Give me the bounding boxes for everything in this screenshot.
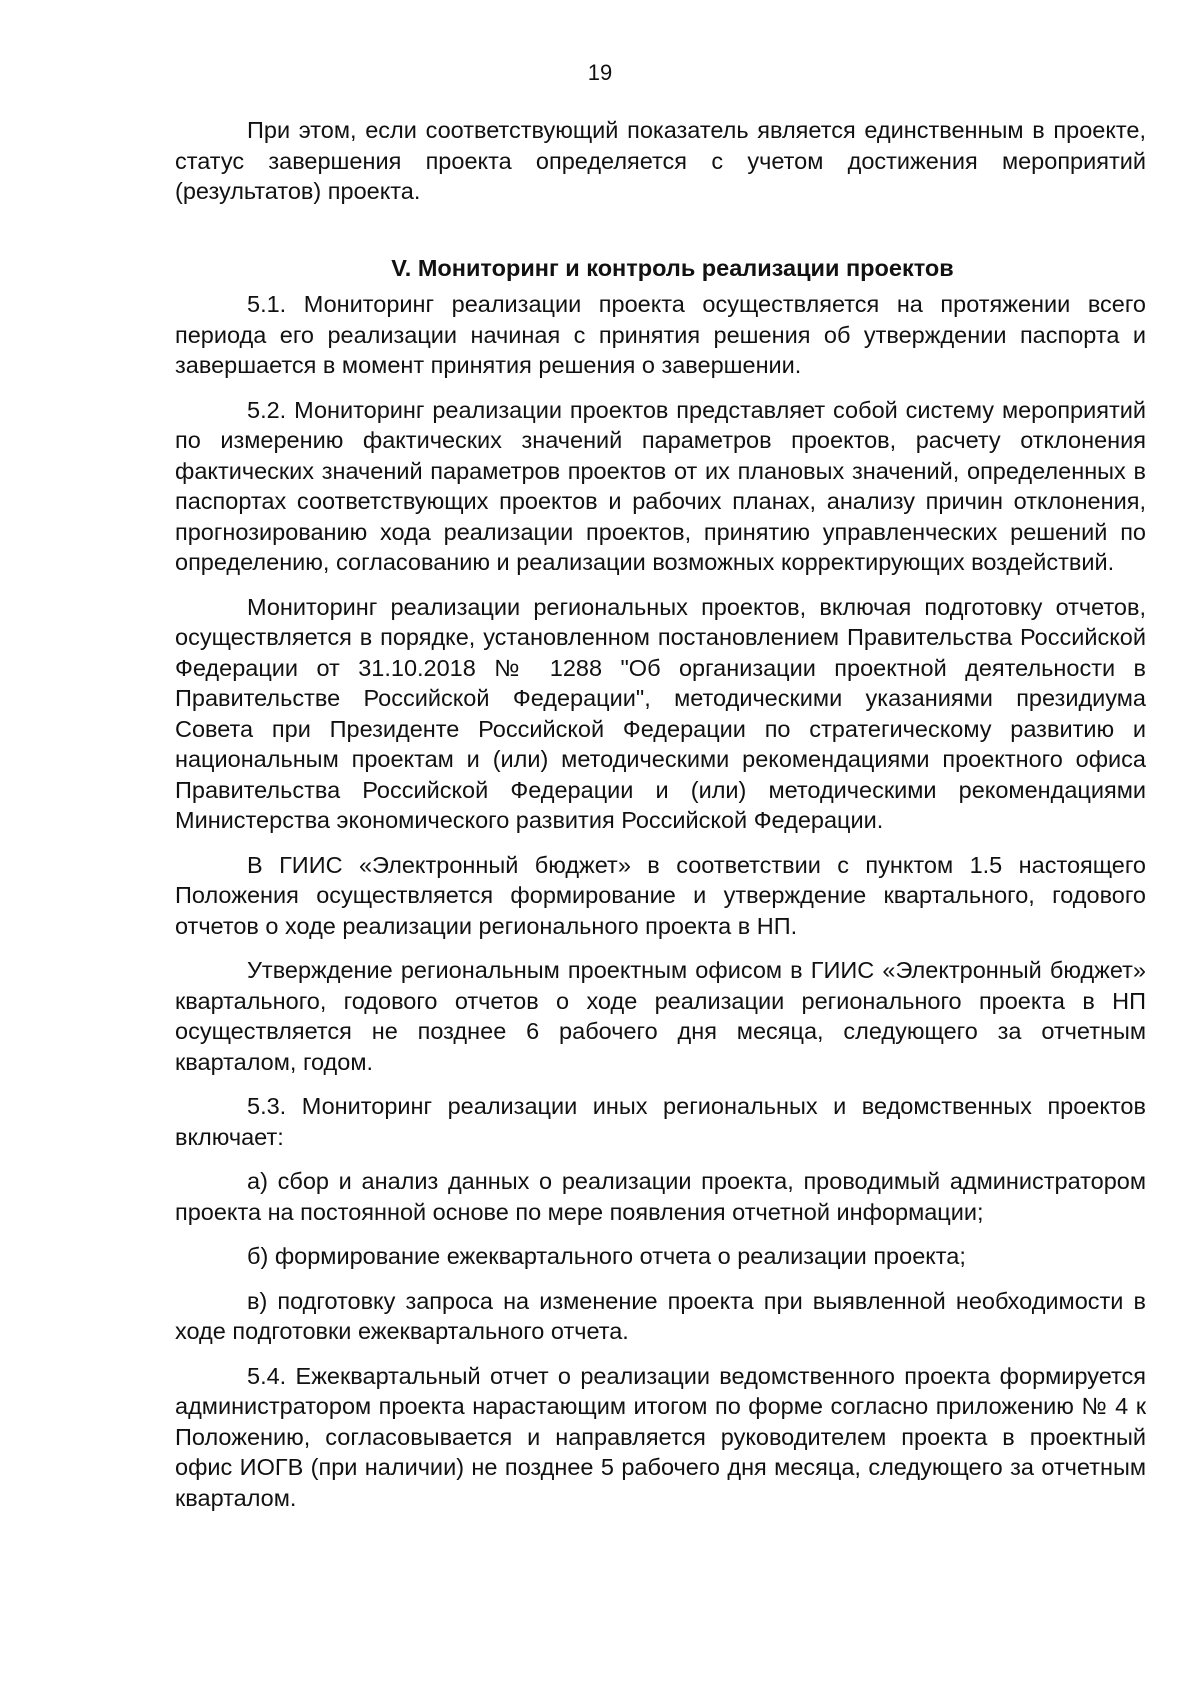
paragraph-5-4: 5.4. Ежеквартальный отчет о реализации ведомственного проекта формируется администратором проекта нарастающим итогом по форме согласно приложению № 4 к Положению, согласовывается и направляется руководителем проекта в проектный офис ИОГВ (при наличии) не позднее 5 рабочего дня месяца, следующего за отчетным кварталом. — [175, 1362, 1146, 1511]
page-number: 19 — [587, 60, 613, 85]
intro-paragraph: При этом, если соответствующий показатель является единственным в проекте, статус завершения проекта определяется с учетом достижения мероприятий (результатов) проекта. — [175, 117, 1146, 204]
section-title: V. Мониторинг и контроль реализации проектов — [391, 254, 954, 281]
list-item-b: б) формирование ежеквартального отчета о реализации проекта; — [247, 1243, 966, 1269]
paragraph-report-approval: Утверждение региональным проектным офисом в ГИИС «Электронный бюджет» квартального, годового отчетов о ходе реализации регионального проекта в НП осуществляется не позднее 6 рабочего дня месяца, следующего за отчетным кварталом, годом. — [175, 957, 1146, 1075]
paragraph-regional-monitoring: Мониторинг реализации региональных проектов, включая подготовку отчетов, осуществляется в порядке, установленном постановлением Правительства Российской Федерации от 31.10.2018 № 1288 "Об организации проектной деятельности в Правительстве Российской Федерации", методическими указаниями президиума Совета при Президенте Российской Федерации по стратегическому развитию и национальным проектам и (или) методическими рекомендациями проектного офиса Правительства Российской Федерации и (или) методическими рекомендациями Министерства экономического развития Российской Федерации. — [175, 593, 1146, 833]
paragraph-5-2: 5.2. Мониторинг реализации проектов представляет собой систему мероприятий по измерению фактических значений параметров проектов, расчету отклонения фактических значений параметров проектов от их плановых значений, определенных в паспортах соответствующих проектов и рабочих планах, анализу причин отклонения, прогнозированию хода реализации проектов, принятию управленческих решений по определению, согласованию и реализации возможных корректирующих воздействий. — [175, 396, 1146, 575]
paragraph-5-1: 5.1. Мониторинг реализации проекта осуществляется на протяжении всего периода его реализации начиная с принятия решения об утверждении паспорта и завершается в момент принятия решения о завершении. — [175, 291, 1146, 378]
paragraph-5-3: 5.3. Мониторинг реализации иных региональных и ведомственных проектов включает: — [175, 1093, 1146, 1150]
document-body — [175, 115, 1146, 1513]
list-item-a: а) сбор и анализ данных о реализации проекта, проводимый администратором проекта на постоянной основе по мере появления отчетной информации; — [175, 1168, 1146, 1225]
list-item-v: в) подготовку запроса на изменение проекта при выявленной необходимости в ходе подготовки ежеквартального отчета. — [175, 1287, 1146, 1344]
paragraph-giis-reports: В ГИИС «Электронный бюджет» в соответствии с пунктом 1.5 настоящего Положения осуществляется формирование и утверждение квартального, годового отчетов о ходе реализации регионального проекта в НП. — [175, 851, 1146, 939]
